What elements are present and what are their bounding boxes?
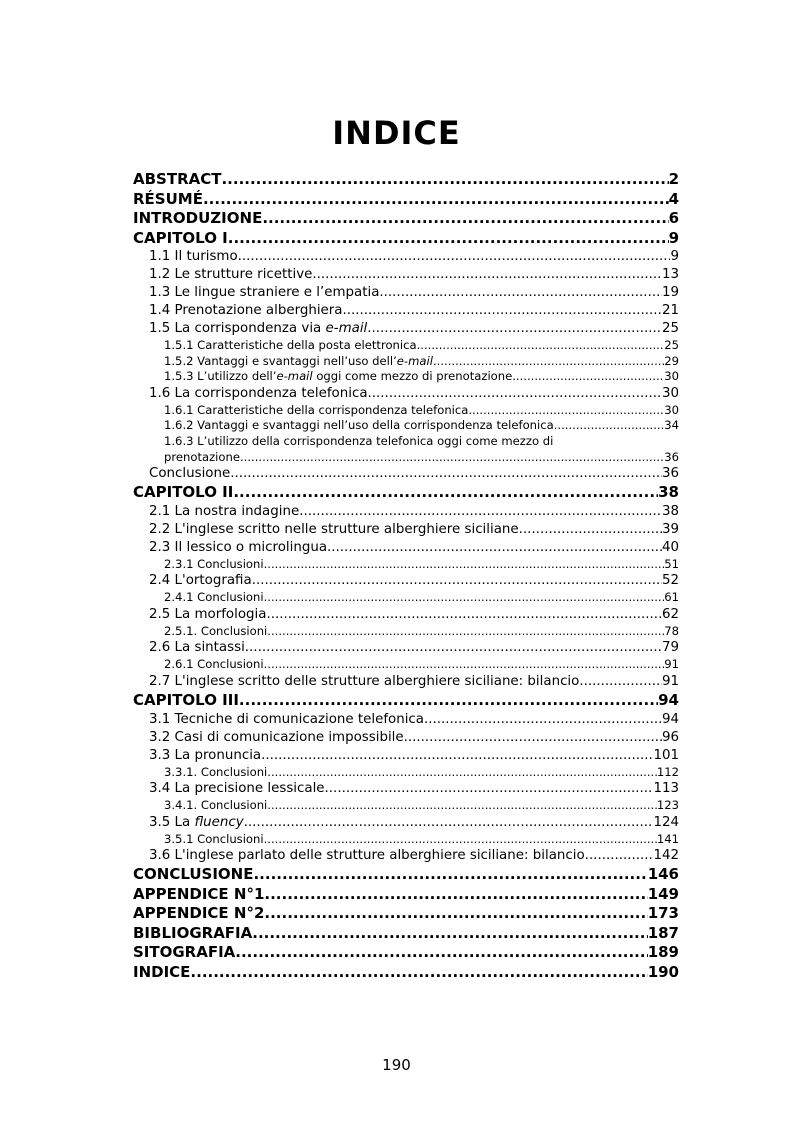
toc-entry-page: 38 <box>661 503 679 519</box>
toc-entry-label: 1.1 Il turismo <box>149 249 238 264</box>
toc-entry-label: RÉSUMÉ <box>133 189 203 208</box>
toc-entry-page: 13 <box>661 267 679 282</box>
toc-entry-page: 40 <box>661 539 679 555</box>
toc-entry-page: 96 <box>661 729 679 745</box>
toc-entry-page: 25 <box>661 321 679 336</box>
toc-entry-label: 2.3 Il lessico o microlingua <box>149 539 328 555</box>
toc-entry[interactable] <box>133 832 679 848</box>
toc-entry-page: 52 <box>661 573 679 589</box>
toc-entry-page: 124 <box>653 814 679 830</box>
toc-entry[interactable] <box>133 503 679 521</box>
toc-entry-page: 141 <box>656 831 679 846</box>
toc-entry[interactable] <box>133 190 679 210</box>
toc-entry-label: 2.6.1 Conclusioni <box>164 657 264 672</box>
toc-entry-page: 113 <box>653 781 679 797</box>
toc-entry[interactable] <box>133 266 679 284</box>
toc-entry-label: 2.4.1 Conclusioni <box>164 590 264 605</box>
toc-entry-label: INTRODUZIONE <box>133 209 263 227</box>
toc-entry[interactable] <box>133 606 679 624</box>
toc-entry-page: 190 <box>647 962 679 981</box>
toc-entry[interactable] <box>133 302 679 320</box>
toc-entry-page: 36 <box>661 466 679 482</box>
toc-entry[interactable] <box>133 450 679 466</box>
toc-entry[interactable] <box>133 814 679 832</box>
toc-entry-label: 1.5 La corrispondenza via e-mail <box>149 321 368 336</box>
toc-entry[interactable] <box>133 780 679 798</box>
toc-entry-label: 3.6 L'inglese parlato delle strutture alberghiere siciliane: bilancio <box>149 848 585 864</box>
toc-entry-label: 1.5.3 L’utilizzo dell’e-mail oggi come mezzo di prenotazione <box>164 369 513 384</box>
toc-entry-label: 3.5.1 Conclusioni <box>164 831 264 846</box>
toc-entry[interactable] <box>133 483 679 503</box>
toc-entry-page: 29 <box>664 353 679 368</box>
toc-entry-label: 1.6.3 L’utilizzo della corrispondenza telefonica oggi come mezzo di <box>164 433 554 448</box>
toc-entry[interactable] <box>133 403 679 419</box>
toc-entry-label: 3.4.1. Conclusioni <box>164 798 268 813</box>
toc-entry-label: BIBLIOGRAFIA <box>133 923 253 942</box>
toc-entry[interactable] <box>133 284 679 302</box>
toc-entry[interactable] <box>133 673 679 691</box>
toc-entry-page: 4 <box>668 189 679 208</box>
toc-entry-label: 1.3 Le lingue straniere e l’empatia <box>149 285 380 300</box>
toc-entry[interactable] <box>133 865 679 885</box>
toc-entry-page: 78 <box>664 623 679 638</box>
toc-entry-label: 1.6 La corrispondenza telefonica <box>149 385 368 401</box>
toc-entry[interactable] <box>133 885 679 905</box>
toc-entry-label: 1.5.1 Caratteristiche della posta elettronica <box>164 338 417 352</box>
toc-entry-label: 1.5.2 Vantaggi e svantaggi nell’uso dell’e-mail <box>164 353 433 368</box>
toc-entry-page: 94 <box>661 711 679 727</box>
toc-entry-page: 19 <box>661 285 679 300</box>
toc-entry[interactable] <box>133 711 679 729</box>
toc-entry[interactable] <box>133 765 679 781</box>
toc-entry-page: 61 <box>664 590 679 605</box>
toc-entry[interactable] <box>133 229 679 249</box>
toc-entry-label: CAPITOLO II <box>133 483 234 502</box>
toc-entry-label: SITOGRAFIA <box>133 943 236 962</box>
toc-entry[interactable] <box>133 729 679 747</box>
toc-entry-label: 1.4 Prenotazione alberghiera <box>149 303 343 318</box>
toc-entry[interactable] <box>133 847 679 865</box>
toc-entry-page: 149 <box>647 884 679 903</box>
page-number: 190 <box>382 1056 411 1074</box>
toc-entry-label: prenotazione <box>164 449 240 464</box>
toc-entry-page: 187 <box>647 923 679 942</box>
toc-entry-label: 3.3 La pronuncia <box>149 747 262 763</box>
toc-entry-page: 30 <box>661 385 679 401</box>
toc-entry-page: 79 <box>661 640 679 656</box>
toc-entry-label: 1.6.2 Vantaggi e svantaggi nell’uso della corrispondenza telefonica <box>164 418 554 433</box>
toc-entry[interactable] <box>133 369 679 385</box>
toc-entry-page: 9 <box>670 249 679 264</box>
toc-entry-page: 25 <box>664 338 679 352</box>
toc-entry-label: 2.4 L'ortografia <box>149 573 252 589</box>
toc-entry-page: 173 <box>647 904 679 923</box>
toc-entry-label: Conclusione <box>149 466 231 482</box>
toc-entry[interactable] <box>133 691 679 711</box>
toc-entry-first-line[interactable] <box>133 434 679 450</box>
toc-entry-page: 36 <box>664 449 679 464</box>
toc-entry-page: 9 <box>668 228 679 247</box>
toc-entry-label: 2.6 La sintassi <box>149 640 245 656</box>
toc-entry-page: 6 <box>668 209 679 227</box>
toc-entry[interactable] <box>133 639 679 657</box>
toc-entry-label: APPENDICE N°1 <box>133 884 265 903</box>
table-of-contents <box>133 170 679 982</box>
toc-entry-page: 39 <box>661 521 679 537</box>
toc-entry[interactable] <box>133 539 679 557</box>
toc-entry-label: APPENDICE N°2 <box>133 904 265 923</box>
toc-entry-label: ABSTRACT <box>133 170 222 188</box>
toc-entry[interactable] <box>133 924 679 944</box>
toc-entry-page: 142 <box>653 848 679 864</box>
toc-entry[interactable] <box>133 798 679 814</box>
toc-entry-label: 3.5 La fluency <box>149 814 244 830</box>
toc-entry-label: 3.1 Tecniche di comunicazione telefonica <box>149 711 424 727</box>
toc-entry[interactable] <box>133 963 679 983</box>
toc-entry[interactable] <box>133 657 679 673</box>
toc-entry-page: 112 <box>656 764 679 779</box>
toc-entry[interactable] <box>133 209 679 229</box>
toc-entry-label: 2.1 La nostra indagine <box>149 503 300 519</box>
toc-entry-label: 1.6.1 Caratteristiche della corrispondenza telefonica <box>164 402 469 417</box>
toc-entry[interactable] <box>133 557 679 573</box>
toc-entry-page: 123 <box>656 798 679 813</box>
toc-entry-page: 30 <box>664 402 679 417</box>
toc-entry[interactable] <box>133 170 679 190</box>
toc-entry-page: 62 <box>661 606 679 622</box>
toc-entry-label: CONCLUSIONE <box>133 865 254 884</box>
toc-entry-label: 3.2 Casi di comunicazione impossibile <box>149 729 404 745</box>
toc-entry-page: 34 <box>664 418 679 433</box>
toc-entry-label: 2.2 L'inglese scritto nelle strutture alberghiere siciliane <box>149 521 519 537</box>
toc-entry-label: 2.3.1 Conclusioni <box>164 556 264 571</box>
toc-entry-label: 3.4 La precisione lessicale <box>149 781 325 797</box>
toc-entry-label: CAPITOLO III <box>133 691 239 710</box>
toc-entry[interactable] <box>133 418 679 434</box>
toc-entry-label: 2.5.1. Conclusioni <box>164 623 268 638</box>
toc-entry-page: 94 <box>658 691 679 710</box>
toc-entry-page: 91 <box>664 657 679 672</box>
toc-entry-page: 51 <box>664 556 679 571</box>
toc-entry-page: 146 <box>647 865 679 884</box>
toc-entry[interactable] <box>133 465 679 483</box>
toc-entry[interactable] <box>133 338 679 354</box>
toc-entry[interactable] <box>133 354 679 370</box>
toc-entry[interactable] <box>133 590 679 606</box>
page-title: INDICE <box>332 114 461 152</box>
toc-entry-page: 101 <box>653 747 679 763</box>
toc-entry[interactable] <box>133 521 679 539</box>
toc-entry-page: 21 <box>661 303 679 318</box>
toc-entry[interactable] <box>133 572 679 590</box>
toc-entry[interactable] <box>133 943 679 963</box>
toc-entry[interactable] <box>133 385 679 403</box>
toc-entry-page: 189 <box>647 943 679 962</box>
toc-entry-page: 2 <box>668 170 679 188</box>
toc-entry-label: INDICE <box>133 962 191 981</box>
toc-entry[interactable] <box>133 624 679 640</box>
toc-entry-page: 38 <box>658 483 679 502</box>
toc-entry[interactable] <box>133 904 679 924</box>
toc-entry-page: 30 <box>664 369 679 384</box>
toc-entry-label: 2.5 La morfologia <box>149 606 267 622</box>
toc-entry-label: CAPITOLO I <box>133 228 228 247</box>
toc-entry-label: 2.7 L'inglese scritto delle strutture alberghiere siciliane: bilancio <box>149 674 580 690</box>
toc-entry-label: 1.2 Le strutture ricettive <box>149 267 313 282</box>
toc-entry-page: 91 <box>661 674 679 690</box>
toc-entry[interactable] <box>133 248 679 266</box>
toc-entry[interactable] <box>133 747 679 765</box>
toc-entry[interactable] <box>133 320 679 338</box>
toc-entry-label: 3.3.1. Conclusioni <box>164 764 268 779</box>
